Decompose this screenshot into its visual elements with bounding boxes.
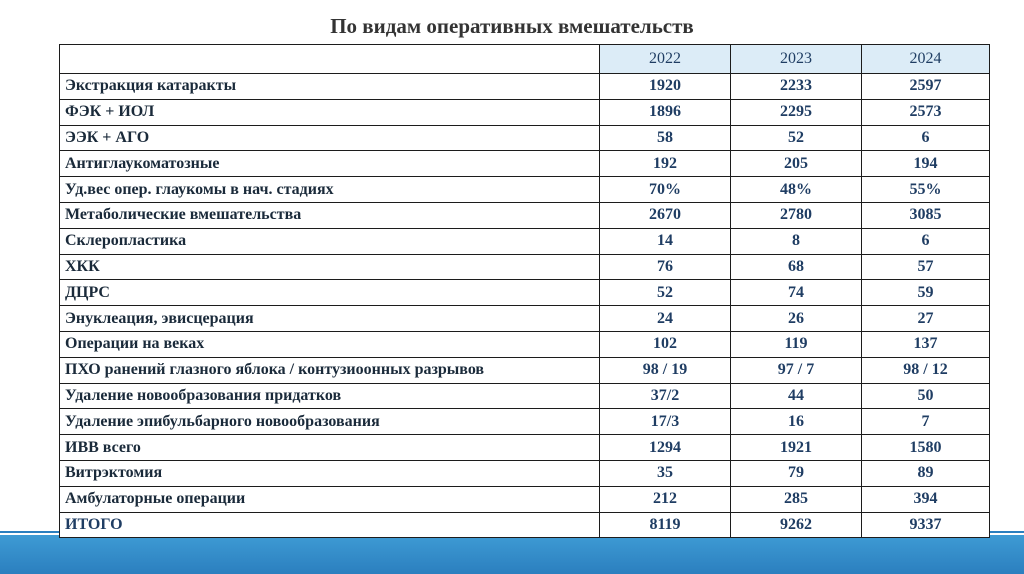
cell-value: 192 bbox=[600, 151, 731, 177]
cell-value: 8119 bbox=[600, 512, 731, 538]
row-label: Операции на веках bbox=[60, 331, 600, 357]
cell-value: 285 bbox=[731, 486, 862, 512]
cell-value: 2670 bbox=[600, 202, 731, 228]
row-label: Витрэктомия bbox=[60, 460, 600, 486]
cell-value: 14 bbox=[600, 228, 731, 254]
cell-value: 44 bbox=[731, 383, 862, 409]
cell-value: 89 bbox=[862, 460, 990, 486]
cell-value: 58 bbox=[600, 125, 731, 151]
cell-value: 48% bbox=[731, 177, 862, 203]
row-label: Удаление эпибульбарного новообразования bbox=[60, 409, 600, 435]
cell-value: 3085 bbox=[862, 202, 990, 228]
cell-value: 212 bbox=[600, 486, 731, 512]
cell-value: 55% bbox=[862, 177, 990, 203]
cell-value: 194 bbox=[862, 151, 990, 177]
row-label: ДЦРС bbox=[60, 280, 600, 306]
cell-value: 68 bbox=[731, 254, 862, 280]
cell-value: 37/2 bbox=[600, 383, 731, 409]
cell-value: 2233 bbox=[731, 74, 862, 100]
table-row bbox=[60, 435, 990, 461]
cell-value: 52 bbox=[600, 280, 731, 306]
column-header: 2024 bbox=[862, 45, 990, 74]
row-label: Склеропластика bbox=[60, 228, 600, 254]
cell-value: 70% bbox=[600, 177, 731, 203]
table-row bbox=[60, 228, 990, 254]
cell-value: 1896 bbox=[600, 99, 731, 125]
cell-value: 76 bbox=[600, 254, 731, 280]
cell-value: 1294 bbox=[600, 435, 731, 461]
cell-value: 17/3 bbox=[600, 409, 731, 435]
table-row bbox=[60, 125, 990, 151]
row-label: ЭЭК + АГО bbox=[60, 125, 600, 151]
row-label: Энуклеация, эвисцерация bbox=[60, 306, 600, 332]
table-row bbox=[60, 331, 990, 357]
table-row bbox=[60, 357, 990, 383]
cell-value: 1920 bbox=[600, 74, 731, 100]
cell-value: 52 bbox=[731, 125, 862, 151]
row-label: Уд.вес опер. глаукомы в нач. стадиях bbox=[60, 177, 600, 203]
row-label: Удаление новообразования придатков bbox=[60, 383, 600, 409]
table-row bbox=[60, 460, 990, 486]
cell-value: 24 bbox=[600, 306, 731, 332]
cell-value: 59 bbox=[862, 280, 990, 306]
cell-value: 26 bbox=[731, 306, 862, 332]
table-row bbox=[60, 177, 990, 203]
table-row bbox=[60, 486, 990, 512]
cell-value: 205 bbox=[731, 151, 862, 177]
cell-value: 98 / 19 bbox=[600, 357, 731, 383]
table-row bbox=[60, 99, 990, 125]
cell-value: 27 bbox=[862, 306, 990, 332]
table-row bbox=[60, 512, 990, 538]
table-row bbox=[60, 74, 990, 100]
row-label: Экстракция катаракты bbox=[60, 74, 600, 100]
cell-value: 1921 bbox=[731, 435, 862, 461]
table-row bbox=[60, 202, 990, 228]
row-label: ХКК bbox=[60, 254, 600, 280]
cell-value: 98 / 12 bbox=[862, 357, 990, 383]
table-row bbox=[60, 254, 990, 280]
cell-value: 1580 bbox=[862, 435, 990, 461]
cell-value: 9337 bbox=[862, 512, 990, 538]
row-label: ФЭК + ИОЛ bbox=[60, 99, 600, 125]
cell-value: 137 bbox=[862, 331, 990, 357]
cell-value: 6 bbox=[862, 228, 990, 254]
cell-value: 119 bbox=[731, 331, 862, 357]
row-label: ИВВ всего bbox=[60, 435, 600, 461]
cell-value: 2780 bbox=[731, 202, 862, 228]
row-label: ИТОГО bbox=[60, 512, 600, 538]
cell-value: 2295 bbox=[731, 99, 862, 125]
table-row bbox=[60, 151, 990, 177]
operations-table bbox=[59, 44, 990, 538]
table-row bbox=[60, 280, 990, 306]
cell-value: 2573 bbox=[862, 99, 990, 125]
cell-value: 97 / 7 bbox=[731, 357, 862, 383]
column-header: 2022 bbox=[600, 45, 731, 74]
cell-value: 35 bbox=[600, 460, 731, 486]
row-label: Метаболические вмешательства bbox=[60, 202, 600, 228]
cell-value: 6 bbox=[862, 125, 990, 151]
column-header: 2023 bbox=[731, 45, 862, 74]
cell-value: 79 bbox=[731, 460, 862, 486]
cell-value: 394 bbox=[862, 486, 990, 512]
cell-value: 102 bbox=[600, 331, 731, 357]
table-header-row bbox=[60, 45, 990, 74]
cell-value: 50 bbox=[862, 383, 990, 409]
cell-value: 74 bbox=[731, 280, 862, 306]
cell-value: 8 bbox=[731, 228, 862, 254]
bottom-accent-bar bbox=[0, 535, 1024, 574]
cell-value: 57 bbox=[862, 254, 990, 280]
cell-value: 9262 bbox=[731, 512, 862, 538]
cell-value: 2597 bbox=[862, 74, 990, 100]
cell-value: 16 bbox=[731, 409, 862, 435]
row-label: Амбулаторные операции bbox=[60, 486, 600, 512]
row-label: Антиглаукоматозные bbox=[60, 151, 600, 177]
row-label: ПХО ранений глазного яблока / контузиоонных разрывов bbox=[60, 357, 600, 383]
table-row bbox=[60, 383, 990, 409]
table-row bbox=[60, 306, 990, 332]
header-blank-cell bbox=[60, 45, 600, 74]
table-row bbox=[60, 409, 990, 435]
page-title: По видам оперативных вмешательств bbox=[330, 14, 694, 38]
cell-value: 7 bbox=[862, 409, 990, 435]
